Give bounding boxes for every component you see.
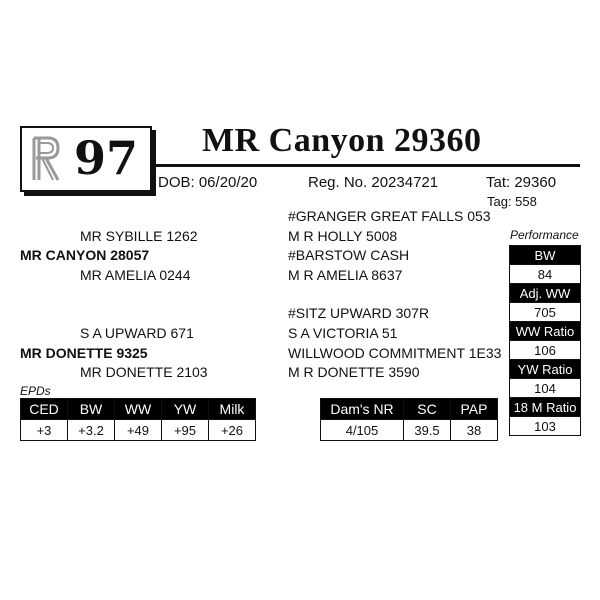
brand-r-logo-icon xyxy=(28,134,62,184)
lot-box xyxy=(20,126,152,192)
dam-dam-dam: M R DONETTE 3590 xyxy=(288,364,420,380)
performance-header-cell: Adj. WW xyxy=(510,284,581,303)
sire-dam-dam: M R AMELIA 8637 xyxy=(288,267,403,283)
epd-value-row xyxy=(21,420,256,441)
dam-stats-header-cell: PAP xyxy=(451,399,498,420)
epd-header-cell: CED xyxy=(21,399,68,420)
dam-stats-header-cell: SC xyxy=(404,399,451,420)
dam-stats-value-cell: 38 xyxy=(451,420,498,441)
title-rule xyxy=(155,164,580,167)
performance-value-cell: 84 xyxy=(510,265,581,284)
lot-number: 97 xyxy=(74,131,139,185)
dam-stats-value-cell: 39.5 xyxy=(404,420,451,441)
performance-label: Performance xyxy=(510,228,579,242)
dam: MR DONETTE 9325 xyxy=(20,345,148,361)
sire-dam-sire: #BARSTOW CASH xyxy=(288,247,410,263)
performance-value-cell: 103 xyxy=(510,417,581,436)
sire-sire-dam: M R HOLLY 5008 xyxy=(288,228,398,244)
epd-value-cell: +26 xyxy=(209,420,256,441)
sire-sire: MR SYBILLE 1262 xyxy=(80,228,198,244)
registration-number: Reg. No. 20234721 xyxy=(308,174,439,191)
dam-sire-sire: #SITZ UPWARD 307R xyxy=(288,305,430,321)
epd-header-cell: BW xyxy=(68,399,115,420)
epd-value-cell: +49 xyxy=(115,420,162,441)
epd-header-cell: YW xyxy=(162,399,209,420)
performance-table xyxy=(509,245,581,436)
epd-value-cell: +3 xyxy=(21,420,68,441)
dam-stats-value-cell: 4/105 xyxy=(321,420,404,441)
animal-title: MR Canyon 29360 xyxy=(202,122,482,159)
epd-header-cell: Milk xyxy=(209,399,256,420)
epd-header-cell: WW xyxy=(115,399,162,420)
dam-stats-value-row xyxy=(321,420,498,441)
tag: Tag: 558 xyxy=(487,194,537,209)
epd-value-cell: +95 xyxy=(162,420,209,441)
dam-stats-table xyxy=(320,398,498,441)
dam-dam: MR DONETTE 2103 xyxy=(80,364,208,380)
performance-header-cell: BW xyxy=(510,246,581,265)
dob: DOB: 06/20/20 xyxy=(158,174,258,191)
dam-stats-header-row xyxy=(321,399,498,420)
performance-value-cell: 705 xyxy=(510,303,581,322)
epds-label: EPDs xyxy=(20,384,51,398)
sire-sire-sire: #GRANGER GREAT FALLS 053 xyxy=(288,208,491,224)
dam-dam-sire: WILLWOOD COMMITMENT 1E33 xyxy=(288,345,502,361)
sire: MR CANYON 28057 xyxy=(20,247,150,263)
performance-header-cell: 18 M Ratio xyxy=(510,398,581,417)
dam-sire: S A UPWARD 671 xyxy=(80,325,194,341)
performance-header-cell: YW Ratio xyxy=(510,360,581,379)
epd-value-cell: +3.2 xyxy=(68,420,115,441)
epd-header-row xyxy=(21,399,256,420)
tattoo: Tat: 29360 xyxy=(486,174,557,191)
epd-table xyxy=(20,398,256,441)
dam-sire-dam: S A VICTORIA 51 xyxy=(288,325,398,341)
sire-dam: MR AMELIA 0244 xyxy=(80,267,191,283)
performance-value-cell: 104 xyxy=(510,379,581,398)
performance-header-cell: WW Ratio xyxy=(510,322,581,341)
performance-value-cell: 106 xyxy=(510,341,581,360)
dam-stats-header-cell: Dam's NR xyxy=(321,399,404,420)
